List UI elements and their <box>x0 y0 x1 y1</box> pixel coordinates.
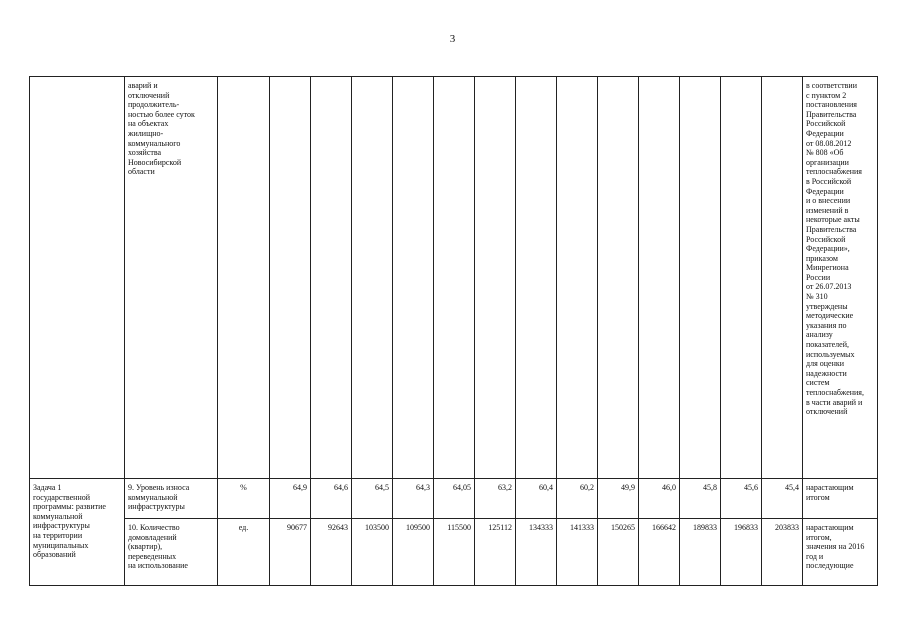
value-cell <box>311 77 352 479</box>
value-cell <box>393 77 434 479</box>
value-cell <box>598 77 639 479</box>
value-cell: 90677 <box>270 519 311 586</box>
note-cell: в соответствии с пунктом 2 постановления Правительства Российской Федерации от 08.08.2012 № 808 «Об организации теплоснабжения в Российской Федерации и о внесении изменений в некоторые акты Правительства Российской Федерации», приказом Минрегиона России от 26.07.2013 № 310 утверждены методические указания по анализу показателей, используемых для оценки надежности систем теплоснабжения, в части аварий и отключений <box>803 77 878 479</box>
indicator-cell: 10. Количество домовладений (квартир), переведенных на использование <box>125 519 218 586</box>
value-cell: 109500 <box>393 519 434 586</box>
value-cell: 64,5 <box>352 479 393 519</box>
value-cell: 203833 <box>762 519 803 586</box>
value-cell: 64,3 <box>393 479 434 519</box>
value-cell: 141333 <box>557 519 598 586</box>
value-cell <box>352 77 393 479</box>
value-cell: 64,9 <box>270 479 311 519</box>
value-cell <box>721 77 762 479</box>
indicators-table <box>29 76 878 586</box>
value-cell: 60,2 <box>557 479 598 519</box>
unit-cell <box>218 77 270 479</box>
table-row <box>30 519 878 586</box>
value-cell <box>270 77 311 479</box>
value-cell <box>680 77 721 479</box>
value-cell: 150265 <box>598 519 639 586</box>
note-cell: нарастающим итогом <box>803 479 878 519</box>
indicator-cell: аварий и отключений продолжитель- ностью более суток на объектах жилищно- коммунального хозяйства Новосибирской области <box>125 77 218 479</box>
value-cell: 45,4 <box>762 479 803 519</box>
value-cell <box>762 77 803 479</box>
value-cell: 115500 <box>434 519 475 586</box>
task-cell: Задача 1 государственной программы: развитие коммунальной инфраструктуры на территории муниципальных образований <box>30 479 125 586</box>
value-cell: 92643 <box>311 519 352 586</box>
value-cell: 134333 <box>516 519 557 586</box>
value-cell: 45,6 <box>721 479 762 519</box>
value-cell: 103500 <box>352 519 393 586</box>
value-cell: 189833 <box>680 519 721 586</box>
table-row <box>30 77 878 479</box>
value-cell: 60,4 <box>516 479 557 519</box>
note-cell: нарастающим итогом, значения на 2016 год и последующие <box>803 519 878 586</box>
unit-cell: ед. <box>218 519 270 586</box>
value-cell: 63,2 <box>475 479 516 519</box>
value-cell <box>557 77 598 479</box>
page-number: 3 <box>449 33 456 45</box>
value-cell: 45,8 <box>680 479 721 519</box>
value-cell: 46,0 <box>639 479 680 519</box>
value-cell: 166642 <box>639 519 680 586</box>
table-row <box>30 479 878 519</box>
value-cell <box>434 77 475 479</box>
value-cell <box>639 77 680 479</box>
task-cell <box>30 77 125 479</box>
value-cell <box>475 77 516 479</box>
unit-cell: % <box>218 479 270 519</box>
value-cell: 196833 <box>721 519 762 586</box>
value-cell: 49,9 <box>598 479 639 519</box>
value-cell <box>516 77 557 479</box>
value-cell: 64,6 <box>311 479 352 519</box>
indicator-cell: 9. Уровень износа коммунальной инфраструктуры <box>125 479 218 519</box>
value-cell: 64,05 <box>434 479 475 519</box>
value-cell: 125112 <box>475 519 516 586</box>
